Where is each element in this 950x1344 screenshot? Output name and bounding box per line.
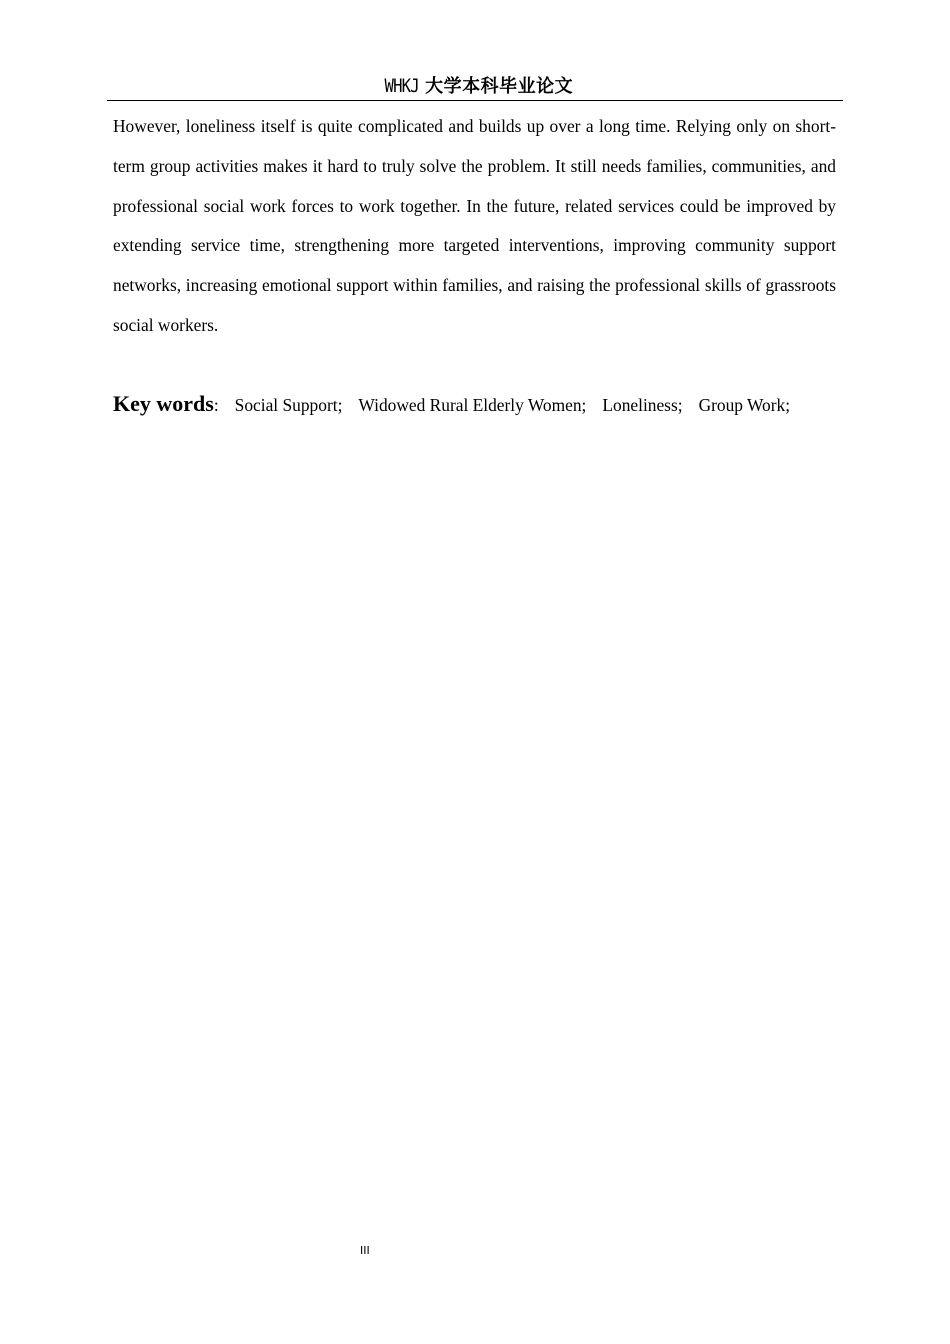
- abstract-paragraph: However, loneliness itself is quite complicated and builds up over a long time. Relying only on short-term group activities makes it hard to truly solve the problem. It still needs families, communities, and professional social work forces to work together. In the future, related services could be improved by extending service time, strengthening more targeted interventions, improving community support networks, increasing emotional support within families, and raising the professional skills of grassroots social workers.: [113, 116, 836, 335]
- header-cjk-text: 大学本科毕业论文: [425, 76, 574, 97]
- header-title: [377, 72, 573, 101]
- keywords-label: Key words: [113, 391, 214, 416]
- keywords-colon: :: [213, 395, 219, 415]
- page-number: III: [360, 1244, 370, 1257]
- keyword-item: Widowed Rural Elderly Women;: [358, 395, 587, 415]
- header-latin-text: WHKJ: [384, 75, 419, 97]
- keyword-item: Loneliness;: [602, 395, 683, 415]
- keyword-item: Group Work;: [698, 395, 791, 415]
- keywords-section: [113, 388, 836, 421]
- page-header: [107, 72, 843, 101]
- keyword-item: Social Support;: [234, 395, 343, 415]
